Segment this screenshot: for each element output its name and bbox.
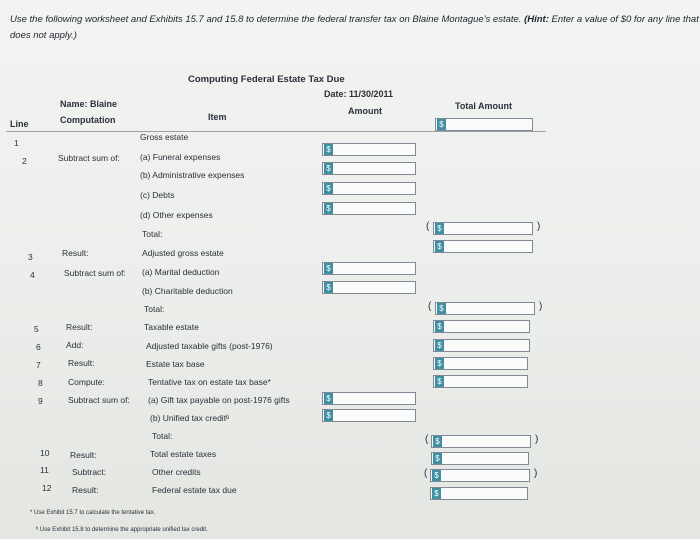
total-estate-taxes-input[interactable]	[431, 452, 529, 465]
line-number-11: 11	[40, 465, 49, 475]
item-total-estate-taxes: Total estate taxes	[150, 449, 217, 459]
item-total-9: Total:	[152, 431, 173, 441]
instructions-text: Use the following worksheet and Exhibits 15.7 and 15.8 to determine the federal transfer tax on Blaine Montague's estate.	[10, 14, 522, 25]
footnote-tentative-tax: * Use Exhibit 15.7 to calculate the tentative tax.	[30, 510, 156, 516]
computation-result-5: Result:	[66, 322, 93, 332]
dollar-sign-icon: $	[435, 340, 444, 351]
item-total-4: Total:	[144, 304, 165, 314]
open-paren: (	[426, 221, 430, 232]
computation-result-10: Result:	[70, 450, 97, 460]
computation-subtract-sum-9: Subtract sum of:	[68, 395, 130, 405]
hint-text: Enter a value of $0 for any line that does not apply.)	[10, 14, 699, 41]
open-paren: (	[428, 301, 432, 312]
item-other-credits: Other credits	[152, 467, 201, 477]
close-paren: )	[539, 301, 543, 312]
item-adjusted-taxable-gifts: Adjusted taxable gifts (post-1976)	[146, 341, 273, 351]
open-paren: (	[424, 468, 428, 479]
dollar-sign-icon: $	[324, 183, 333, 194]
line-number-5: 5	[34, 324, 39, 334]
tentative-tax-input[interactable]	[433, 375, 528, 388]
item-debts: (c) Debts	[140, 190, 175, 200]
dollar-sign-icon: $	[435, 376, 444, 387]
computation-result-3: Result:	[62, 248, 89, 258]
item-charitable-deduction: (b) Charitable deduction	[142, 286, 233, 296]
dollar-sign-icon: $	[324, 163, 333, 174]
dollar-sign-icon: $	[324, 203, 333, 214]
item-tentative-tax: Tentative tax on estate tax base*	[148, 377, 271, 387]
computation-subtract-sum-4: Subtract sum of:	[64, 268, 126, 278]
column-item-header: Item	[208, 112, 227, 122]
close-paren: )	[535, 434, 539, 445]
dollar-sign-icon: $	[435, 358, 444, 369]
computation-add-6: Add:	[66, 340, 84, 350]
instructions	[10, 12, 700, 44]
adjusted-gross-estate-input[interactable]	[433, 240, 533, 253]
line-number-7: 7	[36, 360, 41, 370]
gift-tax-payable-input[interactable]	[322, 392, 416, 405]
other-credits-input[interactable]	[430, 469, 530, 482]
close-paren: )	[537, 221, 541, 232]
dollar-sign-icon: $	[435, 241, 444, 252]
dollar-sign-icon: $	[324, 282, 333, 293]
line-number-8: 8	[38, 378, 43, 388]
column-computation-header: Computation	[60, 115, 116, 125]
item-marital-deduction: (a) Marital deduction	[142, 267, 220, 277]
gross-estate-total-input[interactable]	[435, 118, 533, 131]
expenses-total-input[interactable]	[433, 222, 533, 235]
federal-estate-tax-due-input[interactable]	[430, 487, 528, 500]
open-paren: (	[425, 434, 429, 445]
line-number-4: 4	[30, 270, 35, 280]
dollar-sign-icon: $	[432, 470, 441, 481]
marital-deduction-input[interactable]	[322, 262, 416, 275]
debts-input[interactable]	[322, 182, 416, 195]
item-gift-tax-payable: (a) Gift tax payable on post-1976 gifts	[148, 395, 290, 405]
footnote-unified-credit: ᵇ Use Exhibit 15.8 to determine the appropriate unified tax credit.	[36, 527, 208, 533]
adjusted-taxable-gifts-input[interactable]	[433, 339, 530, 352]
item-total-2: Total:	[142, 229, 163, 239]
dollar-sign-icon: $	[437, 303, 446, 314]
deductions-total-input[interactable]	[435, 302, 535, 315]
worksheet-title: Computing Federal Estate Tax Due	[188, 74, 345, 85]
line-number-3: 3	[28, 252, 33, 262]
line-number-9: 9	[38, 396, 43, 406]
unified-tax-credit-input[interactable]	[322, 409, 416, 422]
dollar-sign-icon: $	[324, 410, 333, 421]
item-federal-estate-tax-due: Federal estate tax due	[152, 485, 237, 495]
computation-subtract-11: Subtract:	[72, 467, 107, 477]
item-gross-estate: Gross estate	[140, 132, 189, 142]
taxable-estate-input[interactable]	[433, 320, 530, 333]
line-number-1: 1	[14, 138, 19, 148]
administrative-expenses-input[interactable]	[322, 162, 416, 175]
computation-result-12: Result:	[72, 485, 99, 495]
item-taxable-estate: Taxable estate	[144, 322, 199, 332]
header-divider	[6, 131, 546, 132]
dollar-sign-icon: $	[432, 488, 441, 499]
item-funeral-expenses: (a) Funeral expenses	[140, 152, 221, 162]
dollar-sign-icon: $	[437, 119, 446, 130]
other-expenses-input[interactable]	[322, 202, 416, 215]
item-adjusted-gross-estate: Adjusted gross estate	[142, 248, 224, 258]
line-number-10: 10	[40, 448, 50, 458]
column-line-header: Line	[10, 119, 29, 129]
column-total-header: Total Amount	[455, 101, 512, 111]
dollar-sign-icon: $	[433, 436, 442, 447]
line-number-6: 6	[36, 342, 41, 352]
dollar-sign-icon: $	[324, 393, 333, 404]
dollar-sign-icon: $	[435, 223, 444, 234]
computation-result-7: Result:	[68, 358, 95, 368]
item-administrative-expenses: (b) Administrative expenses	[140, 170, 245, 180]
hint-label: (Hint:	[524, 14, 549, 25]
dollar-sign-icon: $	[324, 263, 333, 274]
date-label: Date: 11/30/2011	[324, 89, 394, 99]
name-label: Name: Blaine	[60, 99, 118, 109]
estate-tax-base-input[interactable]	[433, 357, 528, 370]
column-amount-header: Amount	[348, 106, 382, 116]
item-unified-tax-credit: (b) Unified tax creditᵇ	[150, 413, 230, 423]
computation-subtract-sum-2: Subtract sum of:	[58, 153, 120, 163]
charitable-deduction-input[interactable]	[322, 281, 416, 294]
credits-total-input[interactable]	[431, 435, 531, 448]
funeral-expenses-input[interactable]	[322, 143, 416, 156]
line-number-2: 2	[22, 156, 27, 166]
close-paren: )	[534, 468, 538, 479]
dollar-sign-icon: $	[324, 144, 333, 155]
dollar-sign-icon: $	[435, 321, 444, 332]
line-number-12: 12	[42, 483, 52, 493]
dollar-sign-icon: $	[433, 453, 442, 464]
computation-compute-8: Compute:	[68, 377, 105, 387]
item-other-expenses: (d) Other expenses	[140, 210, 213, 220]
item-estate-tax-base: Estate tax base	[146, 359, 205, 369]
